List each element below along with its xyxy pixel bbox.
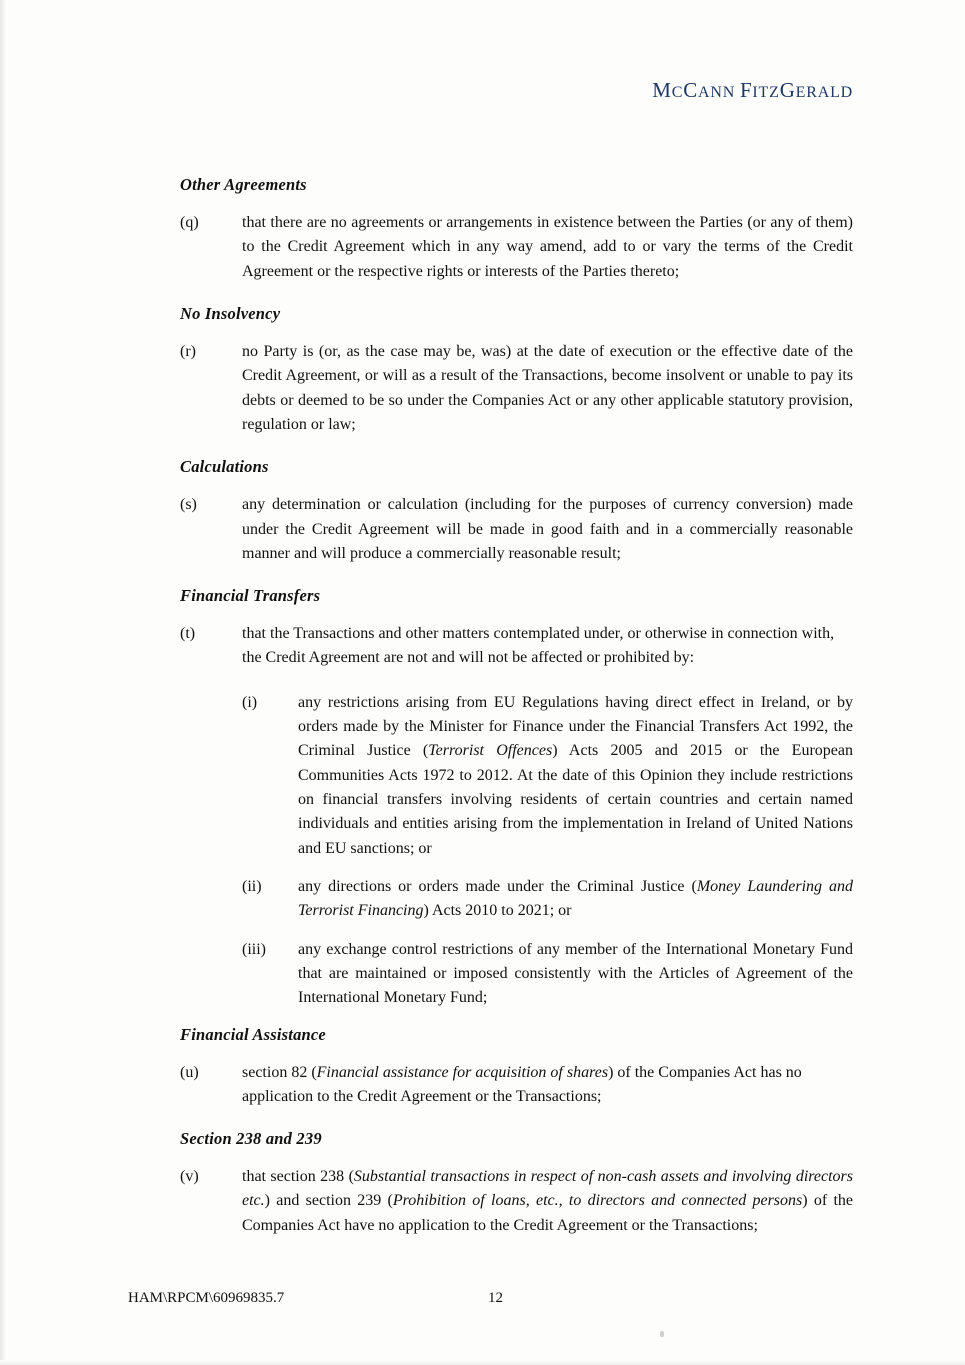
clause-text: no Party is (or, as the case may be, was) at the date of execution or the effective date of the Credit Agreement, or will as a result of the Transactions, become insolvent or unable to pay its debts or deemed to be so under the Companies Act or any other applicable statutory provision, regulation or law; [242, 342, 853, 433]
page-number: 12 [488, 1290, 503, 1306]
subclause-marker: (iii) [242, 940, 266, 958]
subclause-text: any restrictions arising from EU Regulations having direct effect in Ireland, or by orders made by the Minister for Finance under the Financial Transfers Act 1992, the Criminal Justice (Terrorist Offences) Acts 2005 and 2015 or the European Communities Acts 1972 to 2012. At the date of this Opinion they include restrictions on financial transfers involving residents of certain countries and certain named individuals and entities arising from the implementation in Ireland of United Nations and EU sanctions; or [298, 693, 853, 857]
section-heading-calculations: Calculations [180, 457, 269, 477]
clause-v [180, 1165, 853, 1238]
scan-edge-bottom [0, 1360, 965, 1365]
subclause-ii [242, 875, 853, 924]
clause-r [180, 340, 853, 437]
clause-marker: (v) [180, 1168, 199, 1186]
section-heading-section-238-239: Section 238 and 239 [180, 1129, 322, 1149]
page-footer [128, 1290, 848, 1307]
subclause-text: any exchange control restrictions of any member of the International Monetary Fund that are maintained or imposed consistently with the Articles of Agreement of the International Monetary Fund; [298, 940, 853, 1007]
firm-letterhead-logo: MCCANN FITZGERALD [652, 78, 853, 102]
clause-t [180, 622, 853, 671]
document-body [180, 175, 853, 1258]
clause-text: that the Transactions and other matters contemplated under, or otherwise in connection with, the Credit Agreement are not and will not be affected or prohibited by: [242, 625, 835, 667]
clause-marker: (t) [180, 625, 196, 643]
subclause-text: any directions or orders made under the Criminal Justice (Money Laundering and Terrorist Financing) Acts 2010 to 2021; or [298, 877, 854, 920]
clause-text: that there are no agreements or arrangements in existence between the Parties (or any of them) to the Credit Agreement which in any way amend, add to or vary the terms of the Credit Agreement or the respective rights or interests of the Parties thereto; [242, 214, 853, 280]
clause-marker: (s) [180, 496, 197, 514]
section-heading-financial-transfers: Financial Transfers [180, 586, 321, 606]
scan-speck [660, 1331, 664, 1337]
document-reference: HAM\RPCM\60969835.7 [128, 1290, 285, 1306]
clause-marker: (q) [180, 214, 199, 231]
clause-text: any determination or calculation (including for the purposes of currency conversion) made under the Credit Agreement will be made in good faith and in a commercially reasonable manner and will produce a commercially reasonable result; [242, 496, 853, 562]
scan-edge-left [0, 0, 6, 1365]
subclause-i [242, 691, 853, 861]
clause-u [180, 1061, 853, 1110]
clause-marker: (r) [180, 342, 196, 360]
clause-s [180, 493, 853, 566]
subclause-marker: (i) [242, 693, 258, 711]
section-heading-other-agreements: Other Agreements [180, 175, 307, 194]
clause-text: section 82 (Financial assistance for acquisition of shares) of the Companies Act has no application to the Credit Agreement or the Transactions; [242, 1063, 802, 1105]
clause-text: that section 238 (Substantial transactions in respect of non-cash assets and involving directors etc.) and section 239 (Prohibition of loans, etc., to directors and connected persons) of the Companies Act have no application to the Credit Agreement or the Transactions; [242, 1168, 854, 1234]
clause-marker: (u) [180, 1063, 199, 1081]
subclause-iii [242, 938, 853, 1011]
section-heading-financial-assistance: Financial Assistance [180, 1024, 326, 1044]
subclause-marker: (ii) [242, 877, 262, 895]
section-heading-no-insolvency: No Insolvency [180, 303, 281, 323]
clause-q [180, 211, 853, 284]
